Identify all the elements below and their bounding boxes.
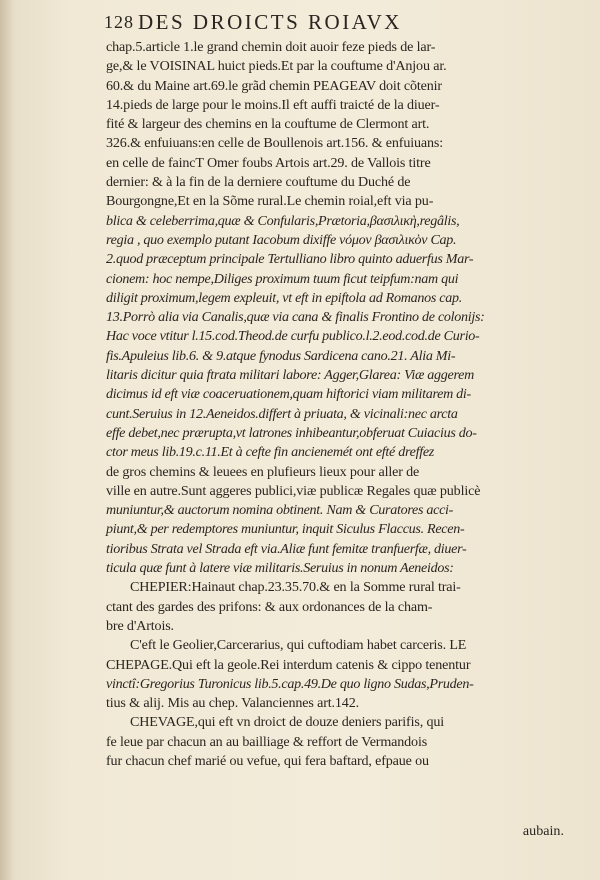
text-line: ge,& le VOISINAL huict pieds.Et par la couftume d'Anjou ar. xyxy=(106,58,447,75)
text-line: diligit proximum,legem expleuit, vt eft in epiftola ad Romanos cap. xyxy=(106,289,462,306)
text-line: chap.5.article 1.le grand chemin doit auoir feze pieds de lar- xyxy=(106,39,436,55)
text-line: bre d'Artois. xyxy=(106,617,174,634)
text-line: dicimus id eft viæ coaceruationem,quam hiftorici viam militarem di- xyxy=(106,386,471,403)
gutter-shadow xyxy=(0,0,14,880)
page-title: DES DROICTS ROIAVX xyxy=(138,10,402,34)
text-line: effe debet,nec prærupta,vt latrones inhibeantur,obferuat Cuiacius do- xyxy=(106,424,477,441)
entry-line: CHEPIER:Hainaut chap.23.35.70.& en la Somme rural trai- xyxy=(130,579,461,596)
page-number: 128 xyxy=(104,12,134,32)
text-line: Bourgongne,Et en la Sõme rural.Le chemin roial,eft via pu- xyxy=(106,193,434,210)
text-line: fité & largeur des chemins en la couftume de Clermont art. xyxy=(106,116,430,133)
catchword: aubain. xyxy=(522,823,564,839)
text-line: CHEPAGE.Qui eft la geole.Rei interdum catenis & cippo tenentur xyxy=(106,656,471,673)
running-head xyxy=(104,10,574,36)
text-line: cunt.Seruius in 12.Aeneidos.differt à priuata, & vicinali:nec arcta xyxy=(106,405,458,422)
text-line: en celle de faincT Omer foubs Artois art.29. de Vallois titre xyxy=(106,154,431,171)
text-line: cionem: hoc nempe,Diliges proximum tuum ficut teipfum:nam qui xyxy=(106,270,459,287)
text-line: litaris dicitur quia ftrata militari labore: Agger,Glarea: Viæ aggerem xyxy=(106,367,475,384)
text-line: ville en autre.Sunt aggeres publici,viæ publicæ Regales quæ publicè xyxy=(106,482,481,499)
text-line: tius & alij. Mis au chep. Valanciennes art.142. xyxy=(106,695,359,712)
text-line: 60.& du Maine art.69.le grãd chemin PEAGEAV doit cõtenir xyxy=(106,77,442,94)
text-line: 13.Porrò alia via Canalis,quæ via cana & finalis Frontino de colonijs: xyxy=(106,309,485,326)
text-line: vinctî:Gregorius Turonicus lib.5.cap.49.De quo ligno Sudas,Pruden- xyxy=(106,675,474,692)
text-line: muniuntur,& auctorum nomina obtinent. Nam & Curatores acci- xyxy=(106,502,454,519)
text-line: fur chacun chef marié ou vefue, qui fera baftard, efpaue ou xyxy=(106,752,429,769)
entry-line: C'eft le Geolier,Carcerarius, qui cuftodiam habet carceris. LE xyxy=(130,637,467,654)
text-block xyxy=(106,38,580,771)
text-line: regia , quo exemplo putant Iacobum dixiffe νόμον βασιλικὸν Cap. xyxy=(106,231,457,248)
text-line: dernier: & à la fin de la derniere couftume du Duché de xyxy=(106,174,411,191)
text-line: blica & celeberrima,quæ & Confularis,Prætoria,βασιλικὴ,regâlis, xyxy=(106,212,460,229)
text-line: tioribus Strata vel Strada eft via.Aliæ funt femitæ tranfuerfæ, diuer- xyxy=(106,540,467,557)
text-line: 2.quod præceptum principale Tertulliano libro quinto aduerfus Mar- xyxy=(106,251,474,268)
text-line: ticula quæ funt à latere viæ militaris.Seruius in nonum Aeneidos: xyxy=(106,560,454,577)
text-line: ctor meus lib.19.c.11.Et à cefte fin ancienemét ont efté dreffez xyxy=(106,444,434,461)
entry-line: CHEVAGE,qui eft vn droict de douze deniers parifis, qui xyxy=(130,714,445,731)
text-line: de gros chemins & leuees en plufieurs lieux pour aller de xyxy=(106,463,420,480)
text-line: 14.pieds de large pour le moins.Il eft auffi traicté de la diuer- xyxy=(106,96,440,113)
text-line: piunt,& per redemptores muniuntur, inquit Siculus Flaccus. Recen- xyxy=(106,521,465,538)
text-line: fe leue par chacun an au bailliage & reffort de Vermandois xyxy=(106,733,428,750)
text-line: Hac voce vtitur l.15.cod.Theod.de curfu publico.l.2.eod.cod.de Curio- xyxy=(106,328,480,345)
text-line: 326.& enfuiuans:en celle de Boullenois art.156. & enfuiuans: xyxy=(106,135,443,152)
text-line: fis.Apuleius lib.6. & 9.atque fynodus Sardicena cano.21. Alia Mi- xyxy=(106,347,456,364)
text-line: ctant des gardes des prifons: & aux ordonances de la cham- xyxy=(106,598,433,615)
